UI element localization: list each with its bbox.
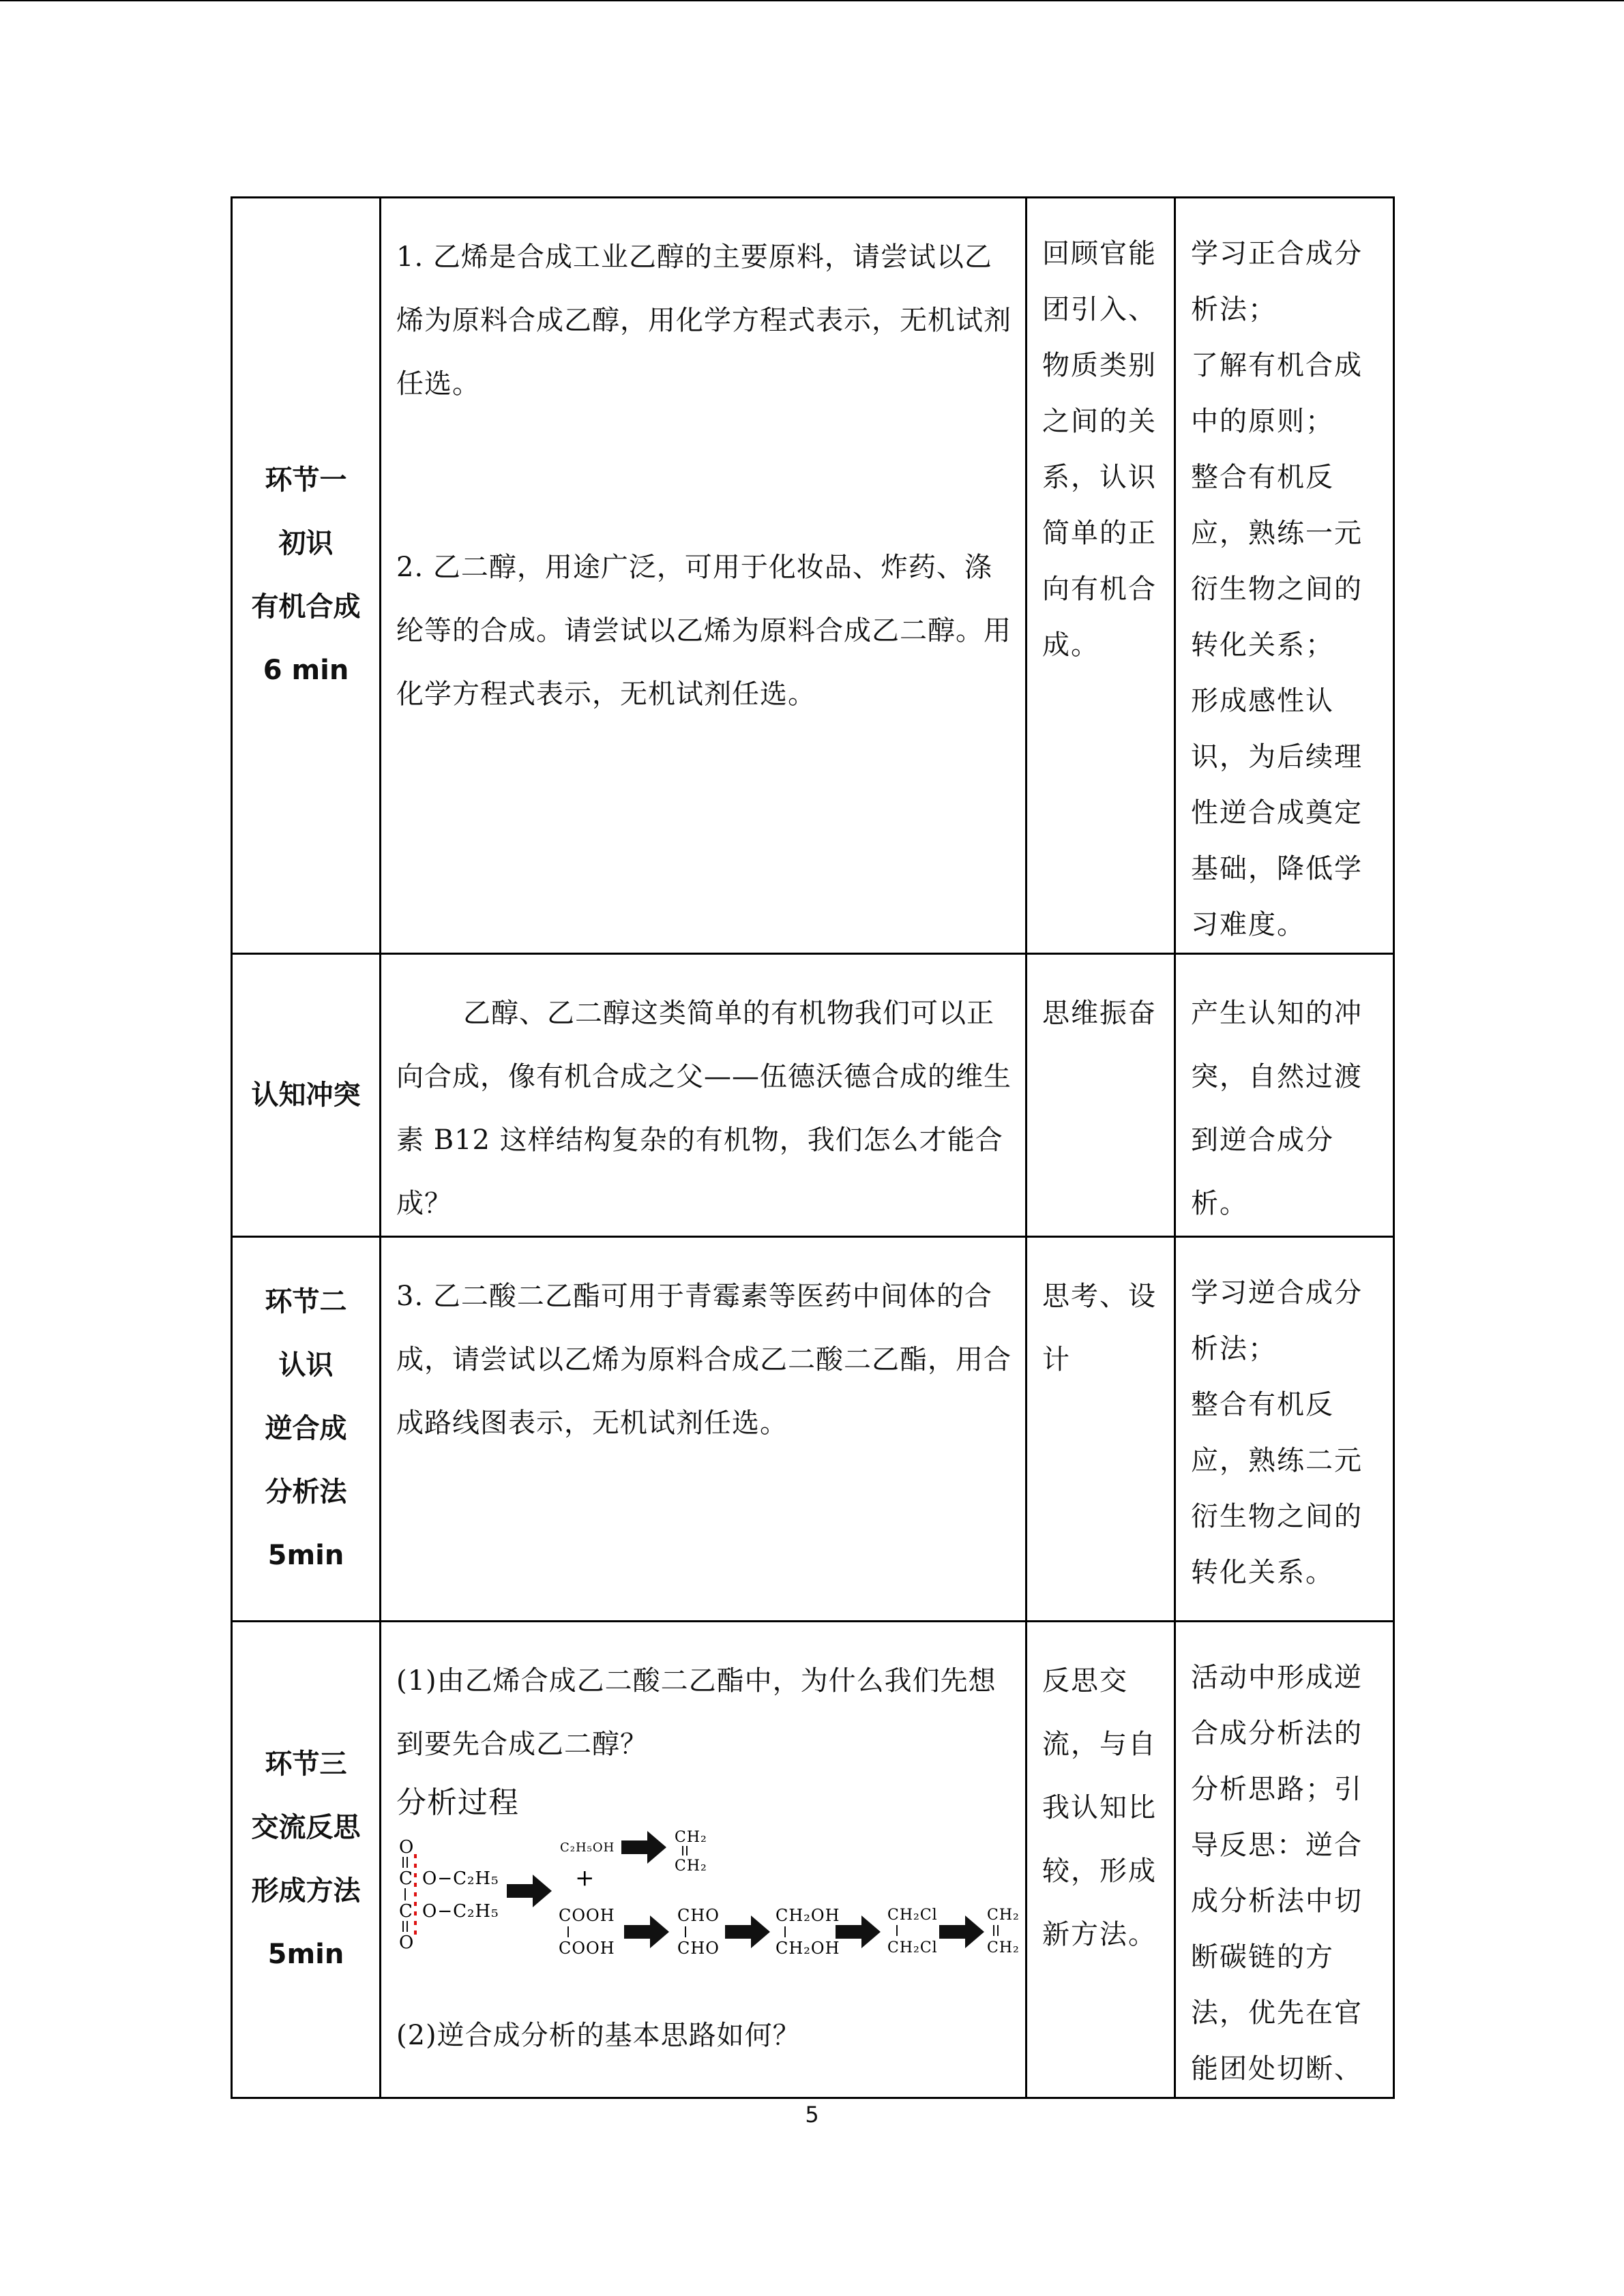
- arrow-icon: [621, 1831, 666, 1864]
- cognitive-conflict-text: 乙醇、乙二醇这类简单的有机物我们可以正向合成，像有机合成之父——伍德沃德合成的维生素 B12 这样结构复杂的有机物，我们怎么才能合成？: [396, 998, 1012, 1219]
- intent-line: 产生认知的冲突，自然过渡到逆合成分析。: [1191, 998, 1363, 1219]
- page-top-border: [0, 0, 1624, 1]
- arrow-icon: [939, 1915, 984, 1948]
- ester-carbon-1: C: [399, 1868, 413, 1889]
- ethanol-label: C₂H₅OH: [560, 1840, 615, 1855]
- svg-text:CH₂Cl: CH₂Cl: [887, 1907, 938, 1924]
- retrosynthesis-diagram: [396, 1827, 1020, 1977]
- design-intent-cell: [1175, 198, 1394, 954]
- svg-text:CH₂OH: CH₂OH: [776, 1939, 840, 1958]
- student-activity-text: 思考、设计: [1042, 1281, 1157, 1375]
- intent-line: 形成感性认识，为后续理性逆合成奠定基础，降低学习难度。: [1191, 685, 1363, 940]
- ethylene-structure: [987, 1907, 1020, 1956]
- student-activity-cell: [1027, 1237, 1175, 1622]
- question-1: 1. 乙烯是合成工业乙醇的主要原料，请尝试以乙烯为原料合成乙醇，用化学方程式表示，无机试剂任选。: [396, 241, 1012, 400]
- stage-line: 交流反思: [251, 1812, 361, 1843]
- ester-group-2: O−C₂H₅: [422, 1901, 499, 1922]
- stage-cell: [232, 1622, 381, 2098]
- svg-text:CHO: CHO: [677, 1906, 720, 1925]
- stage-line: 认知冲突: [251, 1079, 361, 1111]
- arrow-icon: [836, 1915, 881, 1948]
- page-number: 5: [805, 2102, 819, 2128]
- ester-oxygen-bottom: O: [399, 1933, 415, 1953]
- stage-line: 初识: [278, 528, 334, 559]
- intent-line: 整合有机反应，熟练二元衍生物之间的转化关系。: [1191, 1389, 1363, 1588]
- design-intent-cell: [1175, 954, 1394, 1237]
- content-cell: [381, 198, 1027, 954]
- student-activity-text: 思维振奋: [1042, 998, 1157, 1029]
- diagram-title: 分析过程: [396, 1785, 519, 1820]
- stage-line: 逆合成: [265, 1413, 347, 1444]
- svg-text:COOH: COOH: [559, 1906, 615, 1925]
- svg-text:CHO: CHO: [677, 1939, 720, 1958]
- ethylene-glycol-structure: [776, 1906, 840, 1958]
- stage-line: 环节一: [265, 464, 347, 496]
- oxalic-acid-structure: [559, 1906, 615, 1958]
- intent-line: 学习正合成分析法；: [1191, 238, 1363, 325]
- stage-line: 认识: [278, 1350, 334, 1381]
- arrow-icon: [624, 1915, 669, 1948]
- stage-line: 形成方法: [251, 1875, 361, 1907]
- intent-line: 学习逆合成分析法；: [1191, 1277, 1363, 1365]
- student-activity-cell: [1027, 1622, 1175, 2098]
- intent-line: 活动中形成逆合成分析法的分析思路；引导反思：逆合成分析法中切断碳链的方法，优先在官能团处切断、: [1191, 1662, 1363, 2085]
- student-activity-text: 反思交流，与自我认知比较，形成新方法。: [1042, 1665, 1157, 1950]
- lesson-plan-table: [231, 196, 1395, 2099]
- ester-carbon-2: C: [399, 1901, 413, 1922]
- question-2: 2. 乙二醇，用途广泛，可用于化妆品、炸药、涤纶等的合成。请尝试以乙烯为原料合成乙二醇。用化学方程式表示，无机试剂任选。: [396, 552, 1012, 710]
- plus-sign: +: [575, 1864, 595, 1892]
- design-intent-cell: [1175, 1622, 1394, 2098]
- ester-oxygen-top: O: [399, 1837, 415, 1858]
- ester-group-1: O−C₂H₅: [422, 1868, 499, 1889]
- table-row: [232, 1622, 1394, 2098]
- arrow-icon: [507, 1875, 552, 1907]
- svg-text:CH₂: CH₂: [987, 1939, 1020, 1956]
- design-intent-cell: [1175, 1237, 1394, 1622]
- intent-line: 整合有机反应，熟练一元衍生物之间的转化关系；: [1191, 462, 1363, 661]
- ethylene-structure-top: [675, 1829, 707, 1875]
- svg-text:COOH: COOH: [559, 1939, 615, 1958]
- question-3: 3. 乙二酸二乙酯可用于青霉素等医药中间体的合成，请尝试以乙烯为原料合成乙二酸二乙酯，用合成路线图表示，无机试剂任选。: [396, 1281, 1012, 1439]
- student-activity-cell: [1027, 198, 1175, 954]
- svg-text:CH₂OH: CH₂OH: [776, 1906, 840, 1925]
- stage-line: 环节二: [265, 1286, 347, 1317]
- table-row: [232, 1237, 1394, 1622]
- dichloroethane-structure: [887, 1907, 938, 1956]
- svg-text:CH₂: CH₂: [987, 1907, 1020, 1924]
- discussion-question-1: (1)由乙烯合成乙二酸二乙酯中，为什么我们先想到要先合成乙二醇？: [396, 1665, 996, 1760]
- glyoxal-structure: [677, 1906, 720, 1958]
- stage-cell: [232, 1237, 381, 1622]
- table-row: [232, 954, 1394, 1237]
- svg-text:CH₂: CH₂: [675, 1858, 707, 1875]
- content-cell: [381, 1622, 1027, 2098]
- diethyl-oxalate-structure: [399, 1837, 499, 1953]
- stage-line: 5min: [267, 1939, 344, 1970]
- student-activity-text: 回顾官能团引入、物质类别之间的关系，认识简单的正向有机合成。: [1042, 238, 1157, 661]
- content-cell: [381, 954, 1027, 1237]
- student-activity-cell: [1027, 954, 1175, 1237]
- content-cell: [381, 1237, 1027, 1622]
- arrow-icon: [725, 1915, 770, 1948]
- stage-cell: [232, 954, 381, 1237]
- stage-line: 6 min: [263, 655, 349, 686]
- stage-line: 环节三: [265, 1748, 347, 1780]
- svg-text:CH₂Cl: CH₂Cl: [887, 1939, 938, 1956]
- stage-cell: [232, 198, 381, 954]
- intent-line: 了解有机合成中的原则；: [1191, 350, 1363, 437]
- stage-line: 有机合成: [251, 591, 361, 623]
- stage-line: 5min: [267, 1540, 344, 1571]
- stage-line: 分析法: [265, 1476, 347, 1508]
- table-row: [232, 198, 1394, 954]
- discussion-question-2: (2)逆合成分析的基本思路如何？: [396, 2020, 801, 2051]
- svg-text:CH₂: CH₂: [675, 1829, 707, 1846]
